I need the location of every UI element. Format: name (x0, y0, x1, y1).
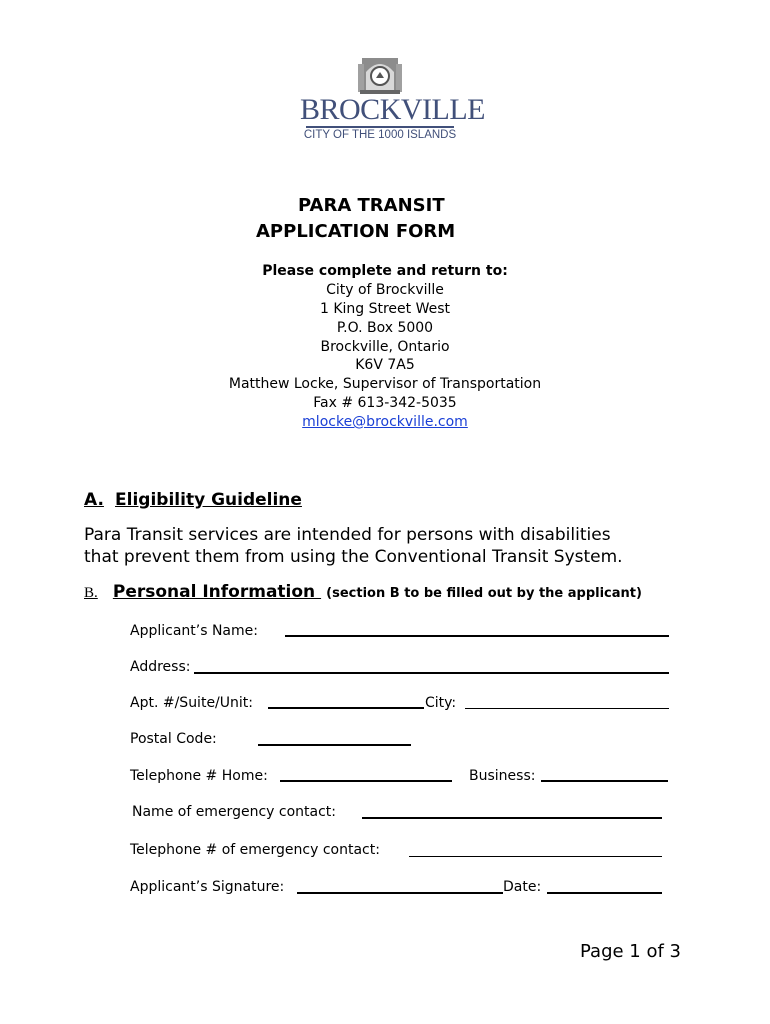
city-label: City: (425, 695, 457, 711)
return-heading: Please complete and return to: (262, 263, 508, 279)
return-line: P.O. Box 5000 (336, 320, 434, 336)
form-title-line2: APPLICATION FORM (256, 221, 456, 242)
form-title-line1: PARA TRANSIT (298, 195, 445, 216)
brockville-logo (300, 52, 485, 144)
telephone-home-field[interactable] (280, 780, 452, 782)
return-line: Matthew Locke, Supervisor of Transportation (228, 376, 542, 392)
emergency-contact-label: Name of emergency contact: (132, 804, 336, 820)
signature-field[interactable] (297, 892, 503, 894)
logo-wordmark: BROCKVILLE (300, 93, 485, 126)
section-a-title: Eligibility Guideline (115, 490, 302, 510)
section-a-text: Para Transit services are intended for persons with disabilities (84, 525, 611, 545)
address-label: Address: (130, 659, 191, 675)
business-phone-field[interactable] (541, 780, 668, 782)
applicant-name-field[interactable] (285, 635, 669, 637)
date-field[interactable] (547, 892, 662, 894)
postal-code-label: Postal Code: (130, 731, 217, 747)
logo-divider (306, 126, 454, 128)
return-line: Brockville, Ontario (320, 339, 450, 355)
logo-tagline: CITY OF THE 1000 ISLANDS (303, 129, 457, 141)
signature-label: Applicant’s Signature: (130, 879, 285, 895)
emergency-phone-label: Telephone # of emergency contact: (130, 842, 380, 858)
apt-field[interactable] (268, 707, 424, 709)
emergency-phone-field[interactable] (409, 856, 662, 857)
section-a-letter: A. (84, 490, 104, 510)
section-b-letter: B. (84, 585, 98, 601)
page-number: Page 1 of 3 (580, 941, 681, 962)
section-a-text: that prevent them from using the Conventional Transit System. (84, 547, 623, 567)
return-line: City of Brockville (326, 282, 444, 298)
emergency-contact-field[interactable] (362, 817, 662, 819)
business-label: Business: (469, 768, 536, 784)
email-link[interactable]: mlocke@brockville.com (302, 414, 468, 430)
section-b-title: Personal Information (112, 582, 322, 602)
city-field[interactable] (465, 708, 669, 709)
applicant-name-label: Applicant’s Name: (130, 623, 258, 639)
date-label: Date: (503, 879, 542, 895)
city-hall-icon (300, 52, 460, 96)
section-a-header (84, 490, 302, 510)
section-b-header (84, 582, 642, 602)
return-line: Fax # 613-342-5035 (313, 395, 457, 411)
address-field[interactable] (194, 672, 669, 674)
return-line: 1 King Street West (319, 301, 451, 317)
apt-label: Apt. #/Suite/Unit: (130, 695, 253, 711)
postal-code-field[interactable] (258, 744, 411, 746)
return-line: K6V 7A5 (355, 357, 415, 373)
telephone-home-label: Telephone # Home: (130, 768, 268, 784)
section-b-note: (section B to be filled out by the applicant) (326, 586, 642, 601)
